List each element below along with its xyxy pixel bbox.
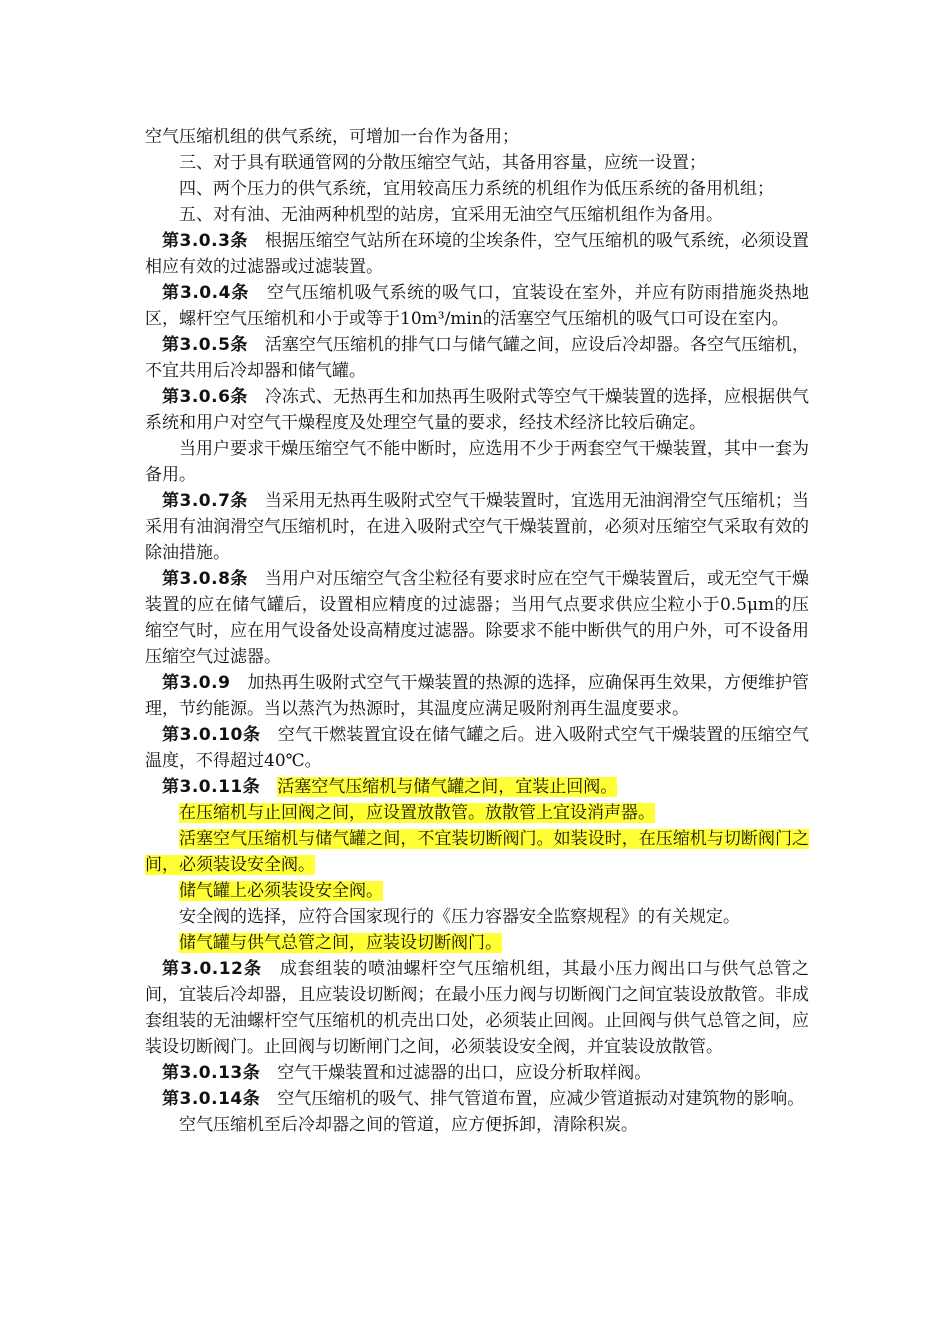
paragraph-text: 活塞空气压缩机的排气口与储气罐之间，应设后冷却器。各空气压缩机，不宜共用后冷却器和储气罐。 (145, 335, 810, 381)
article-number: 第3.0.6条 (162, 387, 248, 407)
paragraph-text: 三、对于具有联通管网的分散压缩空气站，其备用容量，应统一设置； (179, 153, 706, 173)
article-paragraph (145, 670, 809, 722)
paragraph (145, 150, 809, 176)
paragraph-text: 空气干燃装置宜设在储气罐之后。进入吸附式空气干燥装置的压缩空气温度，不得超过40℃。 (145, 725, 809, 771)
paragraph (145, 124, 809, 150)
article-number: 第3.0.5条 (162, 335, 248, 355)
article-number: 第3.0.12条 (162, 959, 263, 979)
paragraph (145, 878, 809, 904)
article-paragraph (145, 384, 809, 436)
article-paragraph (145, 488, 809, 566)
paragraph-text: 当采用无热再生吸附式空气干燥装置时，宜选用无油润滑空气压缩机；当采用有油润滑空气压缩机时，在进入吸附式空气干燥装置前，必须对压缩空气采取有效的除油措施。 (145, 491, 810, 563)
article-paragraph (145, 722, 809, 774)
article-paragraph (145, 1086, 809, 1112)
paragraph (145, 436, 809, 488)
paragraph (145, 826, 809, 878)
paragraph-text: 活塞空气压缩机与储气罐之间，宜装止回阀。 (277, 777, 618, 797)
paragraph (145, 202, 809, 228)
document-body (145, 124, 809, 1138)
article-number: 第3.0.14条 (162, 1089, 261, 1109)
paragraph-text: 空气压缩机至后冷却器之间的管道，应方便拆卸，清除积炭。 (179, 1115, 638, 1135)
article-number: 第3.0.4条 (162, 283, 250, 303)
paragraph (145, 904, 809, 930)
article-paragraph (145, 228, 809, 280)
paragraph-text: 储气罐与供气总管之间，应装设切断阀门。 (179, 933, 502, 953)
paragraph-text: 当用户要求干燥压缩空气不能中断时，应选用不少于两套空气干燥装置，其中一套为备用。 (145, 439, 809, 485)
paragraph (145, 176, 809, 202)
paragraph-text: 空气干燥装置和过滤器的出口，应设分析取样阀。 (277, 1063, 652, 1083)
article-paragraph (145, 280, 809, 332)
article-paragraph (145, 956, 809, 1060)
paragraph-text: 空气压缩机的吸气、排气管道布置，应减少管道振动对建筑物的影响。 (277, 1089, 805, 1109)
paragraph-text: 在压缩机与止回阀之间，应设置放散管。放散管上宜设消声器。 (179, 803, 655, 823)
paragraph-text: 加热再生吸附式空气干燥装置的热源的选择，应确保再生效果，方便维护管理，节约能源。当以蒸汽为热源时，其温度应满足吸附剂再生温度要求。 (145, 673, 809, 719)
article-number: 第3.0.9 (162, 673, 231, 693)
article-number: 第3.0.8条 (162, 569, 248, 589)
paragraph-text: 安全阀的选择，应符合国家现行的《压力容器安全监察规程》的有关规定。 (179, 907, 740, 927)
paragraph-text: 冷冻式、无热再生和加热再生吸附式等空气干燥装置的选择，应根据供气系统和用户对空气干燥程度及处理空气量的要求，经技术经济比较后确定。 (145, 387, 810, 433)
paragraph-text: 活塞空气压缩机与储气罐之间，不宜装切断阀门。如装设时，在压缩机与切断阀门之间，必须装设安全阀。 (145, 829, 809, 875)
article-paragraph (145, 566, 809, 670)
article-number: 第3.0.7条 (162, 491, 248, 511)
paragraph-text: 空气压缩机吸气系统的吸气口，宜装设在室外，并应有防雨措施炎热地区，螺杆空气压缩机和小于或等于10m³/min的活塞空气压缩机的吸气口可设在室内。 (145, 283, 810, 329)
article-paragraph (145, 332, 809, 384)
paragraph (145, 930, 809, 956)
paragraph-text: 成套组装的喷油螺杆空气压缩机组，其最小压力阀出口与供气总管之间，宜装后冷却器，且应装设切断阀；在最小压力阀与切断阀门之间宜装设放散管。非成套组装的无油螺杆空气压缩机的机壳出口处，必须装止回阀。止回阀与供气总管之间，应装设切断阀门。止回阀与切断闸门之间，必须装设安全阀，并宜装设放散管。 (145, 959, 810, 1057)
paragraph (145, 800, 809, 826)
article-paragraph (145, 1060, 809, 1086)
paragraph (145, 1112, 809, 1138)
article-number: 第3.0.11条 (162, 777, 261, 797)
paragraph-text: 四、两个压力的供气系统，宜用较高压力系统的机组作为低压系统的备用机组； (179, 179, 774, 199)
paragraph-text: 储气罐上必须装设安全阀。 (179, 881, 383, 901)
article-paragraph (145, 774, 809, 800)
article-number: 第3.0.3条 (162, 231, 248, 251)
paragraph-text: 根据压缩空气站所在环境的尘埃条件，空气压缩机的吸气系统，必须设置相应有效的过滤器或过滤装置。 (145, 231, 810, 277)
paragraph-text: 当用户对压缩空气含尘粒径有要求时应在空气干燥装置后，或无空气干燥装置的应在储气罐后，设置相应精度的过滤器；当用气点要求供应尘粒小于0.5μm的压缩空气时，应在用气设备处设高精度过滤器。除要求不能中断供气的用户外，可不设备用压缩空气过滤器。 (145, 569, 810, 667)
paragraph-text: 五、对有油、无油两种机型的站房，宜采用无油空气压缩机组作为备用。 (179, 205, 723, 225)
article-number: 第3.0.10条 (162, 725, 261, 745)
article-number: 第3.0.13条 (162, 1063, 261, 1083)
paragraph-text: 空气压缩机组的供气系统，可增加一台作为备用； (145, 127, 519, 147)
